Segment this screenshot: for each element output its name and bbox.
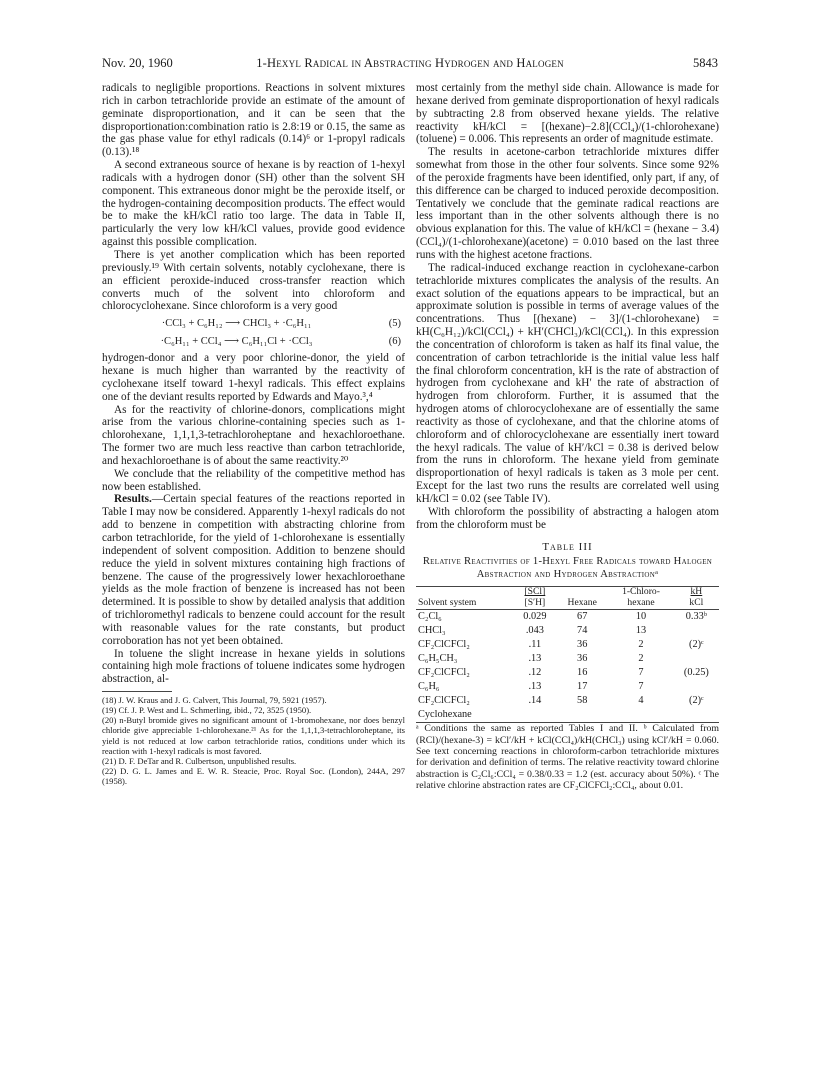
table-title: Table III — [542, 540, 593, 553]
cell-solvent: C₂Cl₆ — [418, 611, 442, 623]
footnote-divider — [102, 691, 172, 692]
cell-solvent: CF₂ClCFCl₂ — [418, 695, 470, 707]
cell-chlorohexane: 13 — [635, 625, 647, 637]
cell-ratio: .13 — [528, 653, 542, 665]
header-title: 1-Hexyl Radical in Abstracting Hydrogen and Halogen — [256, 56, 564, 70]
header-line: hexane — [627, 596, 655, 608]
cell-k-ratio: (2)ᶜ — [689, 695, 704, 707]
cell-ratio: .12 — [528, 667, 542, 679]
cell-hexane: 74 — [577, 625, 588, 637]
running-header — [102, 56, 718, 74]
ratio-denominator: [S′H] — [524, 596, 546, 608]
table-row — [416, 638, 719, 652]
col-header-k-ratio — [674, 587, 719, 610]
cell-chlorohexane: 2 — [638, 639, 644, 651]
cell-k-ratio: (0.25) — [683, 667, 709, 679]
cell-ratio: .043 — [525, 625, 544, 637]
k-numerator: kH — [690, 586, 703, 598]
cell-k-ratio: (2)ᶜ — [689, 639, 704, 651]
cell-k-ratio — [674, 680, 719, 694]
right-column — [416, 82, 719, 791]
cell-k-ratio: 0.33ᵇ — [685, 611, 707, 623]
equation-text: ·C₆H₁₁ + CCl₄ ⟶ C₆H₁₁Cl + ·CCl₃ — [160, 336, 313, 348]
cell-hexane: 58 — [577, 695, 588, 707]
table-footnote: ᵃ Conditions the same as reported Tables I and II. ᵇ Calculated from (RCl)/(hexane-3) = kCl′/kH + kCl(CCl₄)/kH(CHCl₃) using kCl′/kH = 0.060. See text concerning reactions in chloroform-carbon tetrachloride mixtures for derivation and definition of terms. The relative reactivity toward chlorine abstraction is C₂Cl₆:CCl₄ = 0.38/0.33 = 1.2 (est. accuracy about 50%). ᶜ The relative chlorine abstraction rates are CF₂ClCFCl₂:CCl₄, about 0.01. — [416, 723, 719, 791]
col-header-ratio — [514, 587, 557, 610]
cell-solvent: CF₂ClCFCl₂ — [418, 667, 470, 679]
paragraph — [102, 493, 405, 647]
paragraph: most certainly from the methyl side chain. Allowance is made for hexane derived from geminate disproportionation of hexyl radicals by subtracting 2.8 from observed hexane yields. The relative reactivity kH/kCl = [(hexane)−2.8](CCl₄)/(1-chlorohexane)(toluene) = 0.006. This represents an order of magnitude estimate. — [416, 82, 719, 146]
paragraph-text: —Certain special features of the reactions reported in Table I may now be considered. Apparently 1-hexyl radicals do not add to benzene in competition with abstracting chlorine from carbon tetrachloride, for the yield of 1-chlorohexane is essentially independent of solvent composition. Addition to benzene should reduce the yield in solvent mixtures containing high fractions of benzene. The cause of the progressively lower hexachloroethane yields as the mole fraction of benzene is increased has not been determined. It is possible to show by detailed analysis that addition of trichloromethyl radicals to benzene could account for the result with reasonable values for the rate constants, but product corroboration has not yet been obtained. — [102, 493, 405, 647]
k-denominator: kCl — [689, 596, 704, 608]
cell-chlorohexane: 7 — [638, 681, 644, 693]
cell-solvent: CF₂ClCFCl₂ — [418, 639, 470, 651]
cell-hexane: 36 — [577, 653, 588, 665]
paragraph: In toluene the slight increase in hexane yields in solutions containing high mole fractions of toluene indicates some hydrogen abstraction, al- — [102, 647, 405, 686]
paragraph: The results in acetone-carbon tetrachloride mixtures differ somewhat from those in the other four solvents. Since some 92% of the peroxide fragments have been identified, only part, if any, of this difference can be charged to induced peroxide decomposition. Tentatively we conclude that the geminate radical reactions are less important than in the other solvents although there is no obvious explanation for this. The value of kH/kCl = (hexane − 3.4)(CCl₄)/(1-chlorohexane)(acetone) = 0.010 based on the last three runs with the highest acetone fractions. — [416, 146, 719, 261]
cell-hexane: 17 — [577, 681, 588, 693]
table-row — [416, 610, 719, 625]
cell-hexane: 16 — [577, 667, 588, 679]
results-table — [416, 586, 719, 723]
paragraph: The radical-induced exchange reaction in cyclohexane-carbon tetrachloride mixtures complicates the analysis of the results. An exact solution of the equations appears to be impractical, but an approximate solution is possible in terms of average values of the concentrations. Thus [(hexane) − 3]/(1-chlorohexane) = kH(C₆H₁₂)/kCl(CCl₄) + kH′(CHCl₃)/kCl(CCl₄). In this expression the concentration of chloroform is taken as half its final value, the concentration of carbon tetrachloride is the initial value less half the final chloroform concentration, kH is the rate of abstraction of hydrogen from cyclohexane and kH′ the rate of abstraction of hydrogen from chloroform. Further, it is assumed that the hydrogen atoms of chlorocyclohexane are of essentially the same reactivity as those of cyclohexane, and that the chlorine atoms of chloroform and of chlorocyclohexane are essentially inert toward the hexyl radicals. The value of kH′/kCl = 0.38 is derived below from the runs in chloroform. The hexane yield from geminate disproportionation of hexyl radicals is taken as 3 mole per cent. Except for the last two runs the results are correlated well using kH/kCl = 0.02 (see Table IV). — [416, 261, 719, 505]
header-line: 1-Chloro- — [622, 586, 660, 598]
header-date: Nov. 20, 1960 — [102, 56, 173, 70]
footnote: (22) D. G. L. James and E. W. R. Steacie, Proc. Royal Soc. (London), 244A, 297 (1958). — [102, 765, 405, 786]
col-header-solvent: Solvent system — [418, 596, 477, 608]
equation-text: ·CCl₃ + C₆H₁₂ ⟶ CHCl₃ + ·C₆H₁₁ — [161, 318, 312, 330]
table-row — [416, 666, 719, 680]
cell-k-ratio — [674, 624, 719, 638]
table-caption: Relative Reactivities of 1-Hexyl Free Radicals toward Halogen Abstraction and Hydrogen Abstractionᵃ — [422, 556, 713, 580]
table-row — [416, 624, 719, 638]
cell-k-ratio — [674, 708, 719, 723]
paragraph: radicals to negligible proportions. Reactions in solvent mixtures rich in carbon tetrachloride provide an estimate of the amount of geminate disproportionation, and it can be seen that the disproportionation:combination ratio is 2.8:19 or 0.15, the same as the gas phase value for ethyl radicals (0.14)⁶ or 1-propyl radicals (0.13).¹⁸ — [102, 82, 405, 159]
footnote: (18) J. W. Kraus and J. G. Calvert, This Journal, 79, 5921 (1957). — [102, 695, 327, 706]
cell-solvent: Cyclohexane — [416, 708, 514, 723]
cell-ratio: .11 — [528, 639, 542, 651]
paragraph: With chloroform the possibility of abstracting a halogen atom from the chloroform must be — [416, 505, 719, 531]
table-row — [416, 708, 719, 723]
cell-hexane — [556, 708, 608, 723]
table-row — [416, 680, 719, 694]
cell-ratio — [514, 708, 557, 723]
cell-ratio: .13 — [528, 681, 542, 693]
equation-number: (6) — [388, 336, 401, 348]
paragraph: As for the reactivity of chlorine-donors, complications might arise from the various chlorine-containing species such as 1-chlorohexane, 1,1,1,3-tetrachloroheptane and hexachloroethane. The former two are much less reactive than carbon tetrachloride, and hexachloroethane is of about the same reactivity.²⁰ — [102, 403, 405, 467]
col-header-hexane: Hexane — [567, 596, 597, 608]
cell-chlorohexane — [608, 708, 673, 723]
paragraph: We conclude that the reliability of the competitive method has now been established. — [102, 467, 405, 493]
cell-chlorohexane: 4 — [638, 695, 644, 707]
cell-chlorohexane: 10 — [635, 611, 647, 623]
paragraph: There is yet another complication which has been reported previously.¹⁹ With certain solvents, notably cyclohexane, there is an efficient peroxide-induced cross-transfer reaction which converts much of the solvent into chloroform and chlorocyclohexane. Since chloroform is a very good — [102, 248, 405, 313]
cell-k-ratio — [674, 652, 719, 666]
ratio-numerator: [SCl] — [524, 586, 546, 598]
paragraph: A second extraneous source of hexane is by reaction of 1-hexyl radicals with a hydrogen donor (SH) other than the solvent SH component. This extraneous donor might be the peroxide itself, or the hydrogen-containing decomposition products. The effect would be to make the kH/kCl ratio too large. The data in Table II, particularly the very low kH/kCl values, provide good evidence against this possible complication. — [102, 159, 405, 249]
col-header-chlorohexane — [608, 587, 673, 610]
cell-ratio: .14 — [528, 695, 542, 707]
equation-6 — [102, 335, 405, 349]
table-row — [416, 694, 719, 708]
cell-ratio: 0.029 — [523, 611, 547, 623]
cell-chlorohexane: 7 — [638, 667, 644, 679]
equation-5 — [102, 317, 405, 331]
cell-chlorohexane: 2 — [638, 653, 644, 665]
cell-solvent: C₆H₆ — [418, 681, 440, 693]
equation-number: (5) — [388, 318, 401, 330]
footnote: (20) n-Butyl bromide gives no significant amount of 1-bromohexane, nor does benzyl chloride give appreciable 1-chlorohexane.²¹ As for the 1,1,1,3-tetrachloroheptane, its yield is not reduced at low carbon tetrachloride ratios, conditions under which its reaction with 1-hexyl radicals is most favored. — [102, 715, 405, 756]
cell-hexane: 36 — [577, 639, 588, 651]
section-heading: Results. — [114, 493, 152, 506]
cell-solvent: CHCl₃ — [418, 625, 446, 637]
cell-solvent: C₆H₅CH₃ — [418, 653, 458, 665]
left-column — [102, 82, 405, 786]
page-number: 5843 — [693, 56, 718, 70]
paragraph: hydrogen-donor and a very poor chlorine-donor, the yield of hexane is much higher than warranted by the reactivity of cyclohexane itself toward 1-hexyl radicals. This effect explains one of the deviant results reported by Edwards and Mayo.³,⁴ — [102, 352, 405, 403]
table-header-row — [416, 587, 719, 610]
footnote: (19) Cf. J. P. West and L. Schmerling, ibid., 72, 3525 (1950). — [102, 705, 312, 716]
cell-hexane: 67 — [577, 611, 588, 623]
table-row — [416, 652, 719, 666]
footnote: (21) D. F. DeTar and R. Culbertson, unpublished results. — [102, 755, 297, 766]
